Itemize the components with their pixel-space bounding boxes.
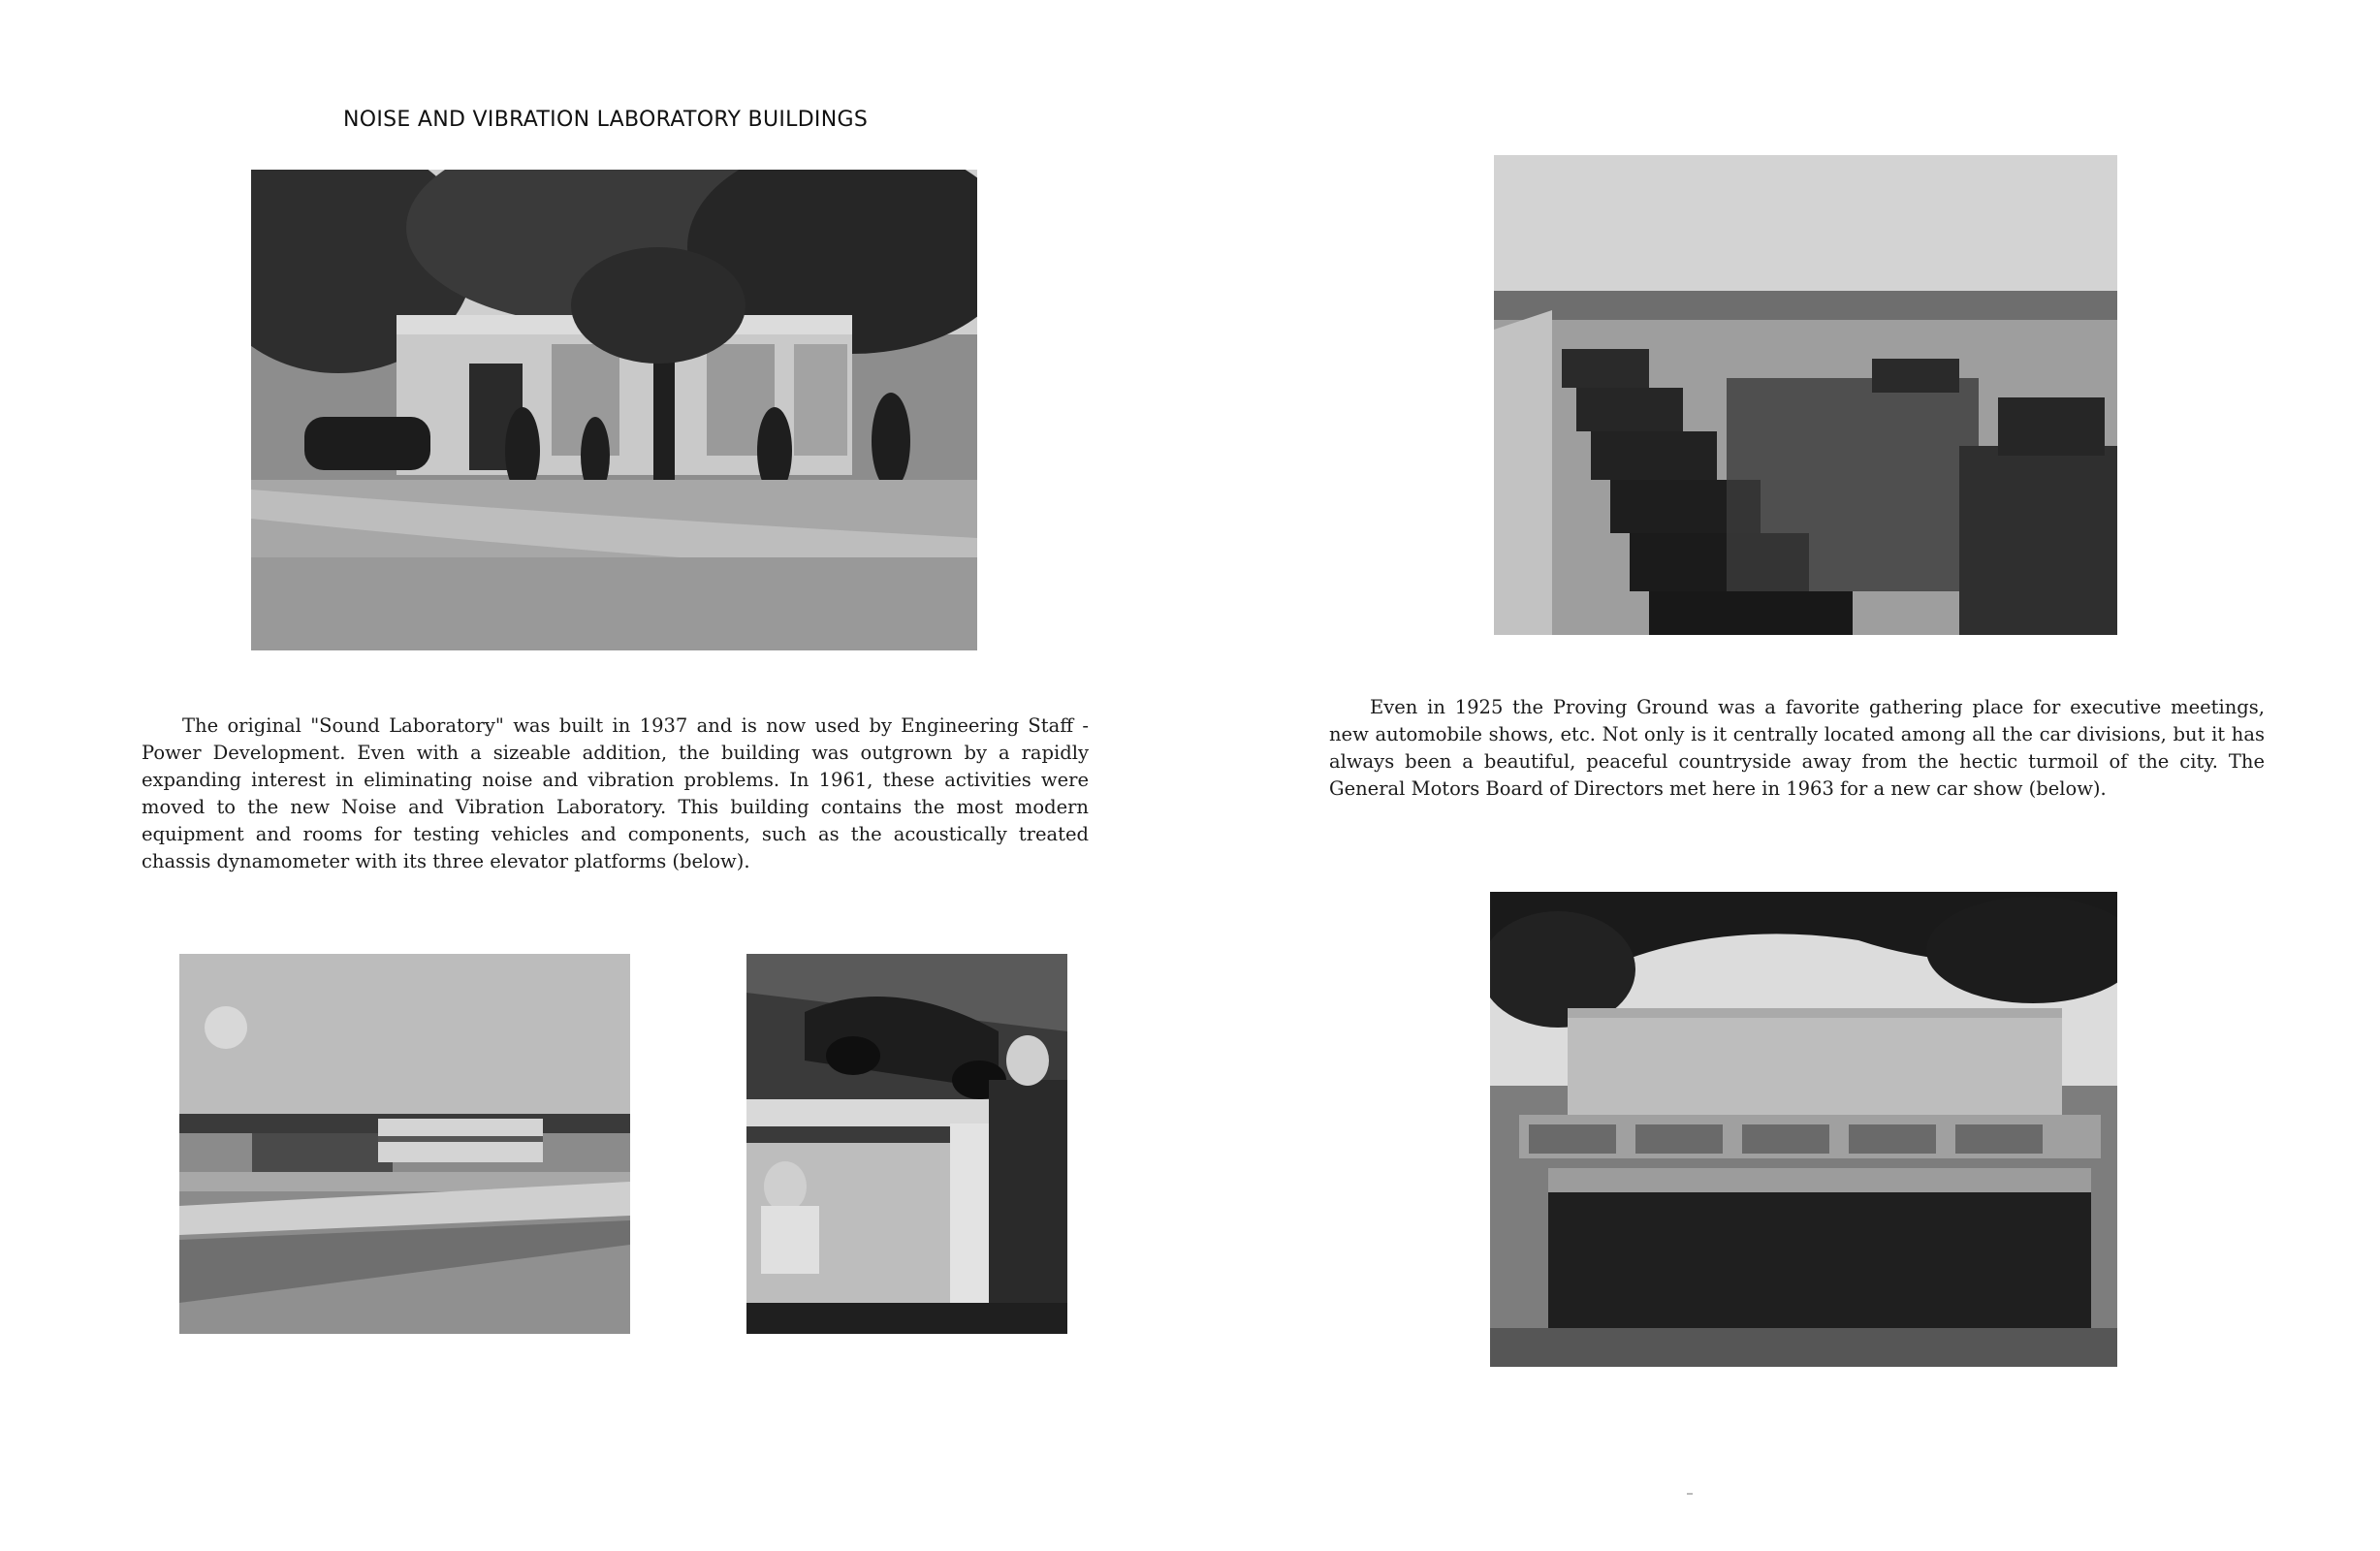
board-of-directors-photo bbox=[1490, 892, 2117, 1367]
left-paragraph: The original "Sound Laboratory" was built in 1937 and is now used by Engineering Staff - Power Development. Even with a sizeable addition, the building was outgrown by a rapidly expanding interest in eliminating noise and vibration problems. In 1961, these activities were moved to the new Noise and Vibration Laboratory. This building contains the most modern equipment and rooms for testing vehicles and components, such as the acoustically treated chassis dynamometer with its three elevator platforms (below). bbox=[142, 714, 1089, 872]
chassis-dynamometer-photo bbox=[746, 954, 1067, 1334]
right-page bbox=[1190, 0, 2380, 1551]
left-body-text bbox=[142, 712, 1089, 875]
page-heading: NOISE AND VIBRATION LABORATORY BUILDINGS bbox=[343, 108, 869, 132]
proving-ground-1925-photo bbox=[1494, 155, 2117, 635]
noise-vibration-lab-photo bbox=[179, 954, 630, 1334]
right-body-text bbox=[1329, 694, 2265, 803]
right-paragraph: Even in 1925 the Proving Ground was a favorite gathering place for executive meetings, new automobile shows, etc. Not only is it centrally located among all the car divisions, but it has always been a beautiful, peaceful countryside away from the hectic turmoil of the city. The General Motors Board of Directors met here in 1963 for a new car show (below). bbox=[1329, 696, 2265, 800]
page-mark bbox=[1687, 1493, 1693, 1495]
sound-laboratory-photo bbox=[251, 170, 977, 650]
